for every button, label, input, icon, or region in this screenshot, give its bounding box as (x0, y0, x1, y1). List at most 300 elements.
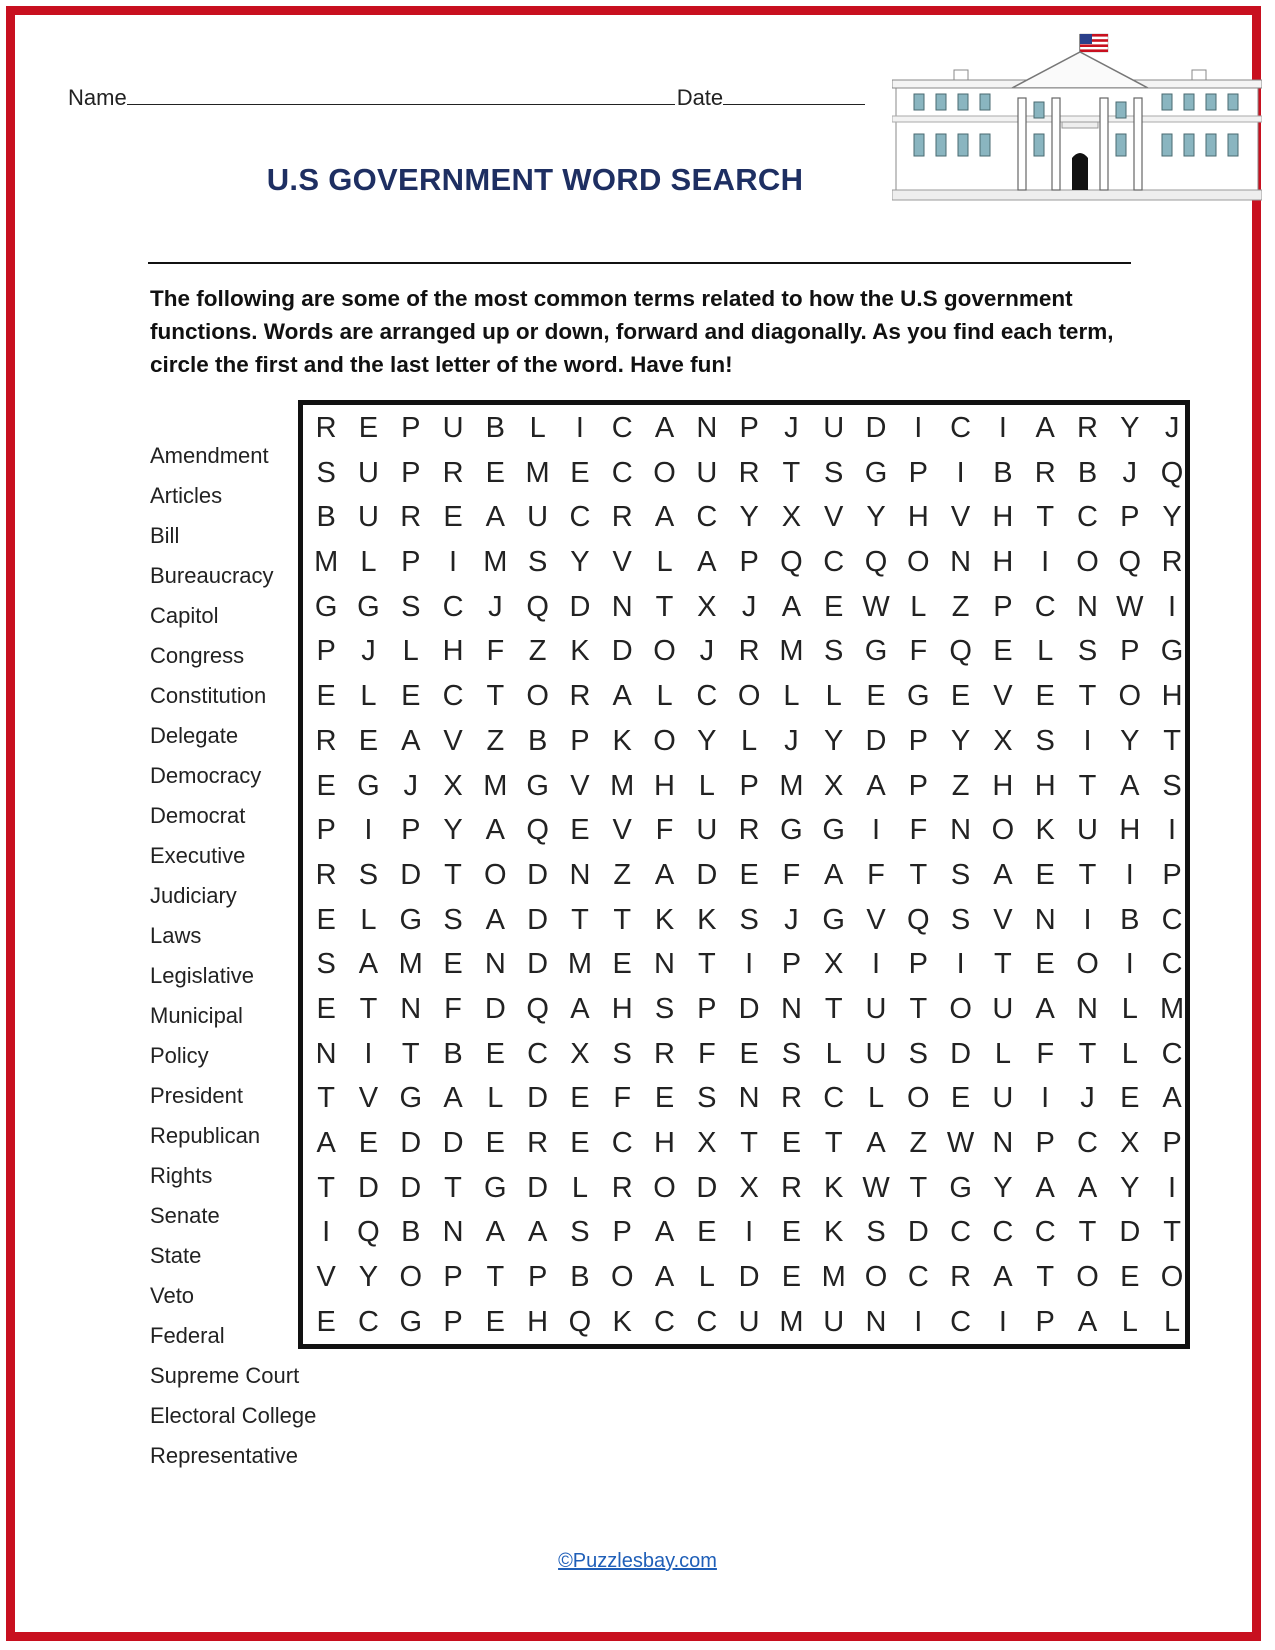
grid-cell[interactable]: R (1077, 412, 1098, 444)
grid-cell[interactable]: N (1034, 903, 1056, 936)
grid-cell[interactable]: T (1163, 1216, 1181, 1249)
grid-cell[interactable]: J (699, 635, 715, 668)
grid-cell[interactable]: C (357, 1305, 379, 1338)
grid-cell[interactable]: V (612, 814, 632, 847)
grid-cell[interactable]: W (862, 1171, 890, 1204)
grid-cell[interactable]: T (359, 992, 378, 1025)
grid-cell[interactable]: T (1078, 1037, 1097, 1070)
grid-cell[interactable]: V (570, 769, 590, 802)
grid-cell[interactable]: A (654, 1261, 675, 1294)
grid-cell[interactable]: K (570, 635, 590, 668)
grid-cell[interactable]: D (527, 858, 549, 891)
grid-cell[interactable]: T (613, 903, 632, 936)
grid-cell[interactable]: X (697, 590, 717, 623)
grid-cell[interactable]: E (697, 1216, 717, 1249)
grid-cell[interactable]: O (949, 992, 972, 1025)
credit-link[interactable]: ©Puzzlesbay.com (558, 1550, 717, 1572)
grid-cell[interactable]: M (1160, 992, 1185, 1025)
grid-cell[interactable]: K (1035, 814, 1055, 847)
grid-cell[interactable]: I (1083, 903, 1092, 936)
grid-cell[interactable]: X (570, 1037, 590, 1070)
grid-cell[interactable]: N (315, 1037, 337, 1070)
grid-cell[interactable]: U (527, 501, 549, 534)
grid-cell[interactable]: R (780, 1171, 802, 1204)
grid-cell[interactable]: C (611, 412, 633, 444)
grid-cell[interactable]: M (314, 546, 339, 579)
grid-cell[interactable]: L (1121, 1037, 1138, 1070)
grid-cell[interactable]: G (864, 635, 888, 668)
grid-cell[interactable]: L (571, 1171, 588, 1204)
grid-cell[interactable]: L (656, 680, 673, 713)
grid-cell[interactable]: E (485, 1037, 505, 1070)
grid-cell[interactable]: U (696, 814, 718, 847)
grid-cell[interactable]: Z (613, 858, 632, 891)
grid-cell[interactable]: L (360, 903, 377, 936)
grid-cell[interactable]: L (1121, 992, 1138, 1025)
grid-cell[interactable]: F (655, 814, 674, 847)
grid-cell[interactable]: B (443, 1037, 463, 1070)
grid-cell[interactable]: E (485, 1305, 505, 1338)
grid-cell[interactable]: P (401, 412, 421, 444)
grid-cell[interactable]: K (654, 903, 675, 936)
grid-cell[interactable]: R (400, 501, 422, 534)
grid-cell[interactable]: G (357, 769, 380, 802)
grid-cell[interactable]: L (910, 590, 927, 623)
grid-cell[interactable]: P (1162, 1127, 1182, 1159)
grid-cell[interactable]: B (1120, 903, 1140, 936)
grid-cell[interactable]: H (1119, 814, 1141, 847)
grid-cell[interactable]: J (403, 769, 418, 802)
grid-cell[interactable]: S (781, 1037, 802, 1070)
grid-cell[interactable]: G (949, 1171, 972, 1204)
grid-cell[interactable]: E (485, 456, 505, 489)
grid-cell[interactable]: P (739, 769, 759, 802)
grid-cell[interactable]: R (527, 1127, 549, 1159)
grid-cell[interactable]: C (442, 680, 464, 713)
grid-cell[interactable]: P (908, 456, 928, 489)
grid-cell[interactable]: E (1035, 948, 1055, 981)
grid-cell[interactable]: A (1035, 1171, 1055, 1204)
grid-cell[interactable]: O (1076, 546, 1099, 579)
grid-cell[interactable]: A (1035, 992, 1055, 1025)
grid-cell[interactable]: R (1161, 546, 1183, 579)
grid-cell[interactable]: E (739, 1037, 759, 1070)
grid-cell[interactable]: C (1077, 501, 1098, 534)
grid-cell[interactable]: E (1035, 858, 1055, 891)
grid-cell[interactable]: F (867, 858, 885, 891)
grid-cell[interactable]: Q (949, 635, 972, 668)
grid-cell[interactable]: M (483, 769, 508, 802)
grid-cell[interactable]: O (484, 858, 507, 891)
grid-cell[interactable]: V (612, 546, 632, 579)
grid-cell[interactable]: W (862, 590, 890, 623)
grid-cell[interactable]: S (1077, 635, 1098, 668)
grid-cell[interactable]: G (780, 814, 803, 847)
grid-cell[interactable]: T (444, 858, 462, 891)
grid-cell[interactable]: L (360, 546, 377, 579)
grid-cell[interactable]: F (909, 635, 928, 668)
grid-cell[interactable]: U (1077, 814, 1098, 847)
grid-cell[interactable]: M (779, 1305, 804, 1338)
grid-cell[interactable]: T (697, 948, 716, 981)
grid-cell[interactable]: S (950, 858, 971, 891)
grid-cell[interactable]: A (824, 858, 844, 891)
grid-cell[interactable]: D (527, 903, 549, 936)
grid-cell[interactable]: E (570, 1127, 590, 1159)
grid-cell[interactable]: I (1168, 590, 1177, 623)
grid-cell[interactable]: L (360, 680, 377, 713)
grid-cell[interactable]: O (737, 680, 761, 713)
grid-cell[interactable]: E (316, 1305, 336, 1338)
grid-cell[interactable]: I (1168, 1171, 1177, 1204)
grid-cell[interactable]: E (570, 814, 590, 847)
grid-cell[interactable]: D (865, 412, 887, 444)
grid-cell[interactable]: A (612, 680, 632, 713)
grid-cell[interactable]: P (316, 635, 336, 668)
grid-cell[interactable]: L (1121, 1305, 1138, 1338)
grid-cell[interactable]: Y (358, 1261, 379, 1294)
grid-cell[interactable]: D (527, 948, 549, 981)
grid-cell[interactable]: K (824, 1171, 844, 1204)
grid-cell[interactable]: E (358, 412, 379, 444)
grid-cell[interactable]: U (738, 1305, 760, 1338)
grid-cell[interactable]: F (613, 1082, 632, 1115)
grid-cell[interactable]: U (357, 501, 379, 534)
grid-cell[interactable]: S (908, 1037, 928, 1070)
grid-cell[interactable]: V (866, 903, 886, 936)
grid-cell[interactable]: O (653, 1171, 676, 1204)
grid-cell[interactable]: G (399, 1305, 423, 1338)
grid-cell[interactable]: M (779, 635, 804, 668)
grid-cell[interactable]: C (611, 1127, 633, 1159)
grid-cell[interactable]: D (357, 1171, 379, 1204)
grid-cell[interactable]: C (992, 1216, 1014, 1249)
grid-cell[interactable]: N (611, 590, 633, 623)
grid-cell[interactable]: P (697, 992, 717, 1025)
grid-cell[interactable]: E (1035, 680, 1055, 713)
grid-cell[interactable]: T (740, 1127, 758, 1159)
grid-cell[interactable]: Y (1120, 412, 1140, 444)
date-field[interactable] (723, 84, 865, 105)
grid-cell[interactable]: I (1125, 858, 1134, 891)
grid-cell[interactable]: G (1160, 635, 1184, 668)
grid-cell[interactable]: D (611, 635, 633, 668)
grid-cell[interactable]: T (909, 992, 928, 1025)
grid-cell[interactable]: N (696, 412, 718, 444)
grid-cell[interactable]: C (442, 590, 464, 623)
grid-cell[interactable]: E (401, 680, 421, 713)
grid-cell[interactable]: S (824, 635, 844, 668)
grid-cell[interactable]: T (317, 1082, 335, 1115)
grid-cell[interactable]: N (780, 992, 802, 1025)
grid-cell[interactable]: C (950, 1216, 972, 1249)
grid-cell[interactable]: T (994, 948, 1012, 981)
grid-cell[interactable]: C (823, 546, 845, 579)
grid-cell[interactable]: S (316, 456, 336, 489)
grid-cell[interactable]: S (443, 903, 463, 936)
grid-cell[interactable]: C (1161, 903, 1183, 936)
grid-cell[interactable]: B (1077, 456, 1098, 489)
grid-cell[interactable]: P (739, 546, 759, 579)
grid-cell[interactable]: I (1083, 724, 1092, 757)
grid-cell[interactable]: G (822, 814, 845, 847)
grid-cell[interactable]: E (612, 948, 632, 981)
grid-cell[interactable]: J (741, 590, 757, 623)
grid-cell[interactable]: O (1076, 1261, 1099, 1294)
grid-cell[interactable]: R (315, 412, 337, 444)
grid-cell[interactable]: L (825, 680, 842, 713)
grid-cell[interactable]: Q (1118, 546, 1142, 579)
grid-cell[interactable]: F (697, 1037, 716, 1070)
grid-cell[interactable]: S (1162, 769, 1182, 802)
grid-cell[interactable]: C (907, 1261, 929, 1294)
grid-cell[interactable]: J (784, 903, 799, 936)
grid-cell[interactable]: T (909, 1171, 928, 1204)
grid-cell[interactable]: Y (824, 724, 844, 757)
grid-cell[interactable]: M (779, 769, 804, 802)
grid-cell[interactable]: U (823, 412, 845, 444)
grid-cell[interactable]: S (358, 858, 379, 891)
name-field[interactable] (127, 84, 675, 105)
grid-cell[interactable]: D (527, 1171, 549, 1204)
grid-cell[interactable]: S (612, 1037, 632, 1070)
grid-cell[interactable]: H (442, 635, 464, 668)
grid-cell[interactable]: Q (780, 546, 803, 579)
grid-cell[interactable]: T (1163, 724, 1181, 757)
grid-cell[interactable]: U (442, 412, 464, 444)
grid-cell[interactable]: A (654, 1216, 675, 1249)
grid-cell[interactable]: E (654, 1082, 675, 1115)
grid-cell[interactable]: D (1119, 1216, 1141, 1249)
grid-cell[interactable]: T (1036, 1261, 1055, 1294)
grid-cell[interactable]: H (1034, 769, 1056, 802)
grid-cell[interactable]: C (950, 1305, 972, 1338)
grid-cell[interactable]: O (907, 1082, 930, 1115)
grid-cell[interactable]: D (696, 858, 718, 891)
grid-cell[interactable]: V (316, 1261, 336, 1294)
grid-cell[interactable]: N (992, 1127, 1014, 1159)
grid-cell[interactable]: M (525, 456, 550, 489)
grid-cell[interactable]: L (1037, 635, 1054, 668)
grid-cell[interactable]: P (527, 1261, 548, 1294)
grid-cell[interactable]: T (655, 590, 674, 623)
grid-cell[interactable]: N (484, 948, 506, 981)
grid-cell[interactable]: O (610, 1261, 634, 1294)
grid-cell[interactable]: E (443, 948, 463, 981)
grid-cell[interactable]: E (358, 724, 379, 757)
grid-cell[interactable]: E (570, 456, 590, 489)
grid-cell[interactable]: L (867, 1082, 885, 1115)
grid-cell[interactable]: D (442, 1127, 464, 1159)
grid-cell[interactable]: K (612, 724, 632, 757)
grid-cell[interactable]: P (401, 814, 421, 847)
grid-cell[interactable]: I (956, 948, 965, 981)
grid-cell[interactable]: B (401, 1216, 421, 1249)
grid-cell[interactable]: C (1034, 1216, 1056, 1249)
grid-cell[interactable]: L (402, 635, 419, 668)
grid-cell[interactable]: C (527, 1037, 549, 1070)
grid-cell[interactable]: Q (526, 992, 549, 1025)
grid-cell[interactable]: X (781, 501, 802, 534)
grid-cell[interactable]: A (527, 1216, 548, 1249)
grid-cell[interactable]: O (1076, 948, 1099, 981)
grid-cell[interactable]: K (612, 1305, 632, 1338)
grid-cell[interactable]: T (824, 992, 843, 1025)
grid-cell[interactable]: E (950, 680, 971, 713)
grid-cell[interactable]: R (738, 456, 760, 489)
grid-cell[interactable]: E (443, 501, 463, 534)
grid-cell[interactable]: L (529, 412, 546, 444)
grid-cell[interactable]: U (992, 992, 1014, 1025)
grid-cell[interactable]: K (824, 1216, 844, 1249)
grid-cell[interactable]: S (824, 456, 844, 489)
grid-cell[interactable]: N (950, 814, 972, 847)
grid-cell[interactable]: P (993, 590, 1013, 623)
grid-cell[interactable]: V (993, 903, 1013, 936)
grid-cell[interactable]: D (527, 1082, 549, 1115)
grid-cell[interactable]: G (314, 590, 338, 623)
grid-cell[interactable]: L (487, 1082, 504, 1115)
grid-cell[interactable]: P (1120, 501, 1140, 534)
grid-cell[interactable]: V (950, 501, 971, 534)
grid-cell[interactable]: D (569, 590, 591, 623)
grid-cell[interactable]: J (1080, 1082, 1095, 1115)
grid-cell[interactable]: T (486, 680, 505, 713)
grid-cell[interactable]: Q (1160, 456, 1184, 489)
grid-cell[interactable]: N (865, 1305, 887, 1338)
grid-cell[interactable]: P (908, 724, 928, 757)
grid-cell[interactable]: A (781, 590, 802, 623)
grid-cell[interactable]: Q (357, 1216, 380, 1249)
grid-cell[interactable]: P (316, 814, 336, 847)
grid-cell[interactable]: E (781, 1261, 802, 1294)
grid-cell[interactable]: C (823, 1082, 845, 1115)
grid-cell[interactable]: E (1120, 1261, 1140, 1294)
grid-cell[interactable]: A (485, 903, 505, 936)
grid-cell[interactable]: L (825, 1037, 842, 1070)
grid-cell[interactable]: E (316, 769, 336, 802)
grid-cell[interactable]: U (357, 456, 379, 489)
grid-cell[interactable]: T (782, 456, 801, 489)
grid-cell[interactable]: Q (526, 590, 549, 623)
grid-cell[interactable]: W (946, 1127, 975, 1159)
grid-cell[interactable]: S (401, 590, 421, 623)
grid-cell[interactable]: G (526, 769, 549, 802)
grid-cell[interactable]: O (864, 1261, 888, 1294)
grid-cell[interactable]: T (1078, 680, 1097, 713)
grid-cell[interactable]: G (357, 590, 380, 623)
grid-cell[interactable]: F (444, 992, 462, 1025)
grid-cell[interactable]: A (654, 412, 675, 444)
grid-cell[interactable]: V (358, 1082, 379, 1115)
grid-cell[interactable]: N (950, 546, 972, 579)
grid-cell[interactable]: Z (909, 1127, 928, 1159)
grid-cell[interactable]: C (1077, 1127, 1098, 1159)
grid-cell[interactable]: O (1160, 1261, 1184, 1294)
grid-cell[interactable]: I (871, 814, 881, 847)
grid-cell[interactable]: U (823, 1305, 845, 1338)
grid-cell[interactable]: M (398, 948, 423, 981)
grid-cell[interactable]: C (1161, 1037, 1183, 1070)
grid-cell[interactable]: A (485, 501, 505, 534)
grid-cell[interactable]: H (992, 501, 1014, 534)
grid-cell[interactable]: A (1077, 1171, 1098, 1204)
grid-cell[interactable]: H (611, 992, 633, 1025)
grid-cell[interactable]: X (443, 769, 463, 802)
grid-cell[interactable]: Y (570, 546, 590, 579)
grid-cell[interactable]: N (1077, 590, 1098, 623)
grid-cell[interactable]: R (315, 858, 337, 891)
grid-cell[interactable]: B (570, 1261, 590, 1294)
grid-cell[interactable]: Q (568, 1305, 592, 1338)
grid-cell[interactable]: I (914, 1305, 923, 1338)
grid-cell[interactable]: A (316, 1127, 336, 1159)
grid-cell[interactable]: P (908, 948, 928, 981)
grid-cell[interactable]: T (1078, 769, 1097, 802)
grid-cell[interactable]: S (950, 903, 971, 936)
grid-cell[interactable]: X (824, 769, 844, 802)
grid-cell[interactable]: F (1036, 1037, 1055, 1070)
grid-cell[interactable]: A (443, 1082, 463, 1115)
grid-cell[interactable]: E (950, 1082, 971, 1115)
grid-cell[interactable]: M (610, 769, 635, 802)
grid-cell[interactable]: T (909, 858, 928, 891)
grid-cell[interactable]: T (1036, 501, 1055, 534)
grid-cell[interactable]: O (1118, 680, 1142, 713)
grid-cell[interactable]: T (571, 903, 589, 936)
grid-cell[interactable]: E (739, 858, 759, 891)
grid-cell[interactable]: M (821, 1261, 846, 1294)
grid-cell[interactable]: A (866, 1127, 886, 1159)
grid-cell[interactable]: M (483, 546, 508, 579)
grid-cell[interactable]: A (1120, 769, 1140, 802)
grid-cell[interactable]: O (653, 456, 676, 489)
grid-cell[interactable]: C (1161, 948, 1183, 981)
grid-cell[interactable]: Z (951, 769, 970, 802)
grid-cell[interactable]: H (527, 1305, 549, 1338)
grid-cell[interactable]: R (738, 635, 760, 668)
grid-cell[interactable]: P (612, 1216, 632, 1249)
grid-cell[interactable]: Z (486, 724, 505, 757)
grid-cell[interactable]: A (570, 992, 590, 1025)
grid-cell[interactable]: X (824, 948, 844, 981)
grid-cell[interactable]: G (907, 680, 930, 713)
grid-cell[interactable]: P (443, 1261, 463, 1294)
grid-cell[interactable]: T (444, 1171, 462, 1204)
grid-cell[interactable]: R (611, 501, 633, 534)
grid-cell[interactable]: B (527, 724, 548, 757)
grid-cell[interactable]: N (569, 858, 591, 891)
grid-cell[interactable]: G (399, 903, 423, 936)
grid-cell[interactable]: P (1120, 635, 1140, 668)
grid-cell[interactable]: E (781, 1127, 802, 1159)
grid-cell[interactable]: O (907, 546, 930, 579)
grid-cell[interactable]: R (780, 1082, 802, 1115)
grid-cell[interactable]: Q (864, 546, 888, 579)
grid-cell[interactable]: R (654, 1037, 675, 1070)
grid-cell[interactable]: O (991, 814, 1015, 847)
grid-cell[interactable]: X (993, 724, 1013, 757)
grid-cell[interactable]: E (316, 992, 336, 1025)
grid-cell[interactable]: Y (1120, 724, 1140, 757)
grid-cell[interactable]: E (781, 1216, 802, 1249)
grid-cell[interactable]: H (1161, 680, 1183, 713)
grid-cell[interactable]: S (654, 992, 675, 1025)
grid-cell[interactable]: R (315, 724, 337, 757)
grid-cell[interactable]: A (485, 1216, 505, 1249)
grid-cell[interactable]: S (527, 546, 548, 579)
grid-cell[interactable]: G (484, 1171, 507, 1204)
